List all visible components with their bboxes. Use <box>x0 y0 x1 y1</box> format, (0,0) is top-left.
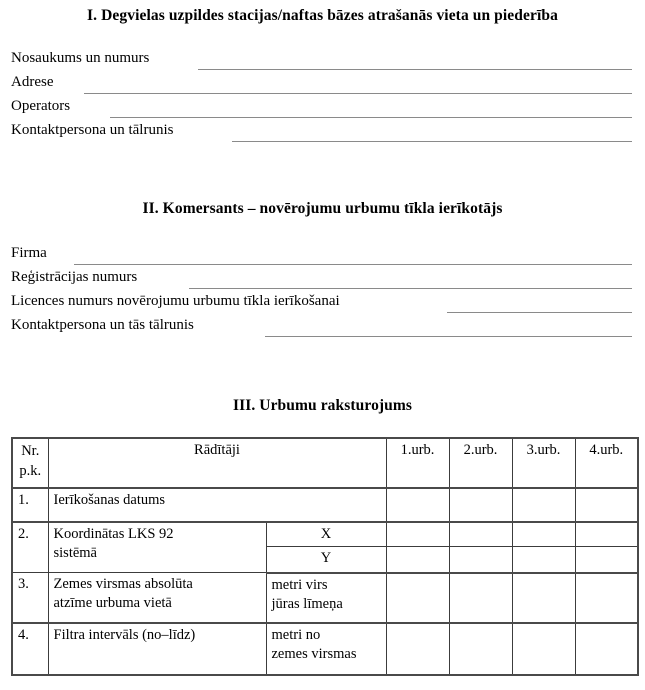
field-rule-licences-numurs[interactable] <box>447 312 632 313</box>
row-2-sub-2-well-3[interactable] <box>512 547 575 573</box>
row-4-well-3[interactable] <box>512 623 575 675</box>
form-row-adrese <box>0 72 645 96</box>
row-2-sub-1-unit: X <box>266 522 386 547</box>
field-rule-kontaktpersona-un-talrunis[interactable] <box>232 141 632 142</box>
header-cell-well-4: 4.urb. <box>575 438 638 488</box>
row-2-sub-2-unit: Y <box>266 547 386 573</box>
field-label-firma: Firma <box>11 245 47 261</box>
field-label-nosaukums-un-numurs: Nosaukums un numurs <box>11 50 150 66</box>
row-4-well-4[interactable] <box>575 623 638 675</box>
row-2-sub-2-well-4[interactable] <box>575 547 638 573</box>
field-label-registracijas-numurs: Reģistrācijas numurs <box>11 269 138 285</box>
form-row-nosaukums-un-numurs <box>0 48 645 72</box>
section-2-heading: II. Komersants – novērojumu urbumu tīkla ierīkotājs <box>142 200 503 217</box>
row-4-unit-line2: zemes virsmas <box>271 645 357 662</box>
field-rule-operators[interactable] <box>110 117 632 118</box>
row-3-unit <box>266 573 386 623</box>
header-cell-well-3: 3.urb. <box>512 438 575 488</box>
section-3-heading: III. Urbumu raksturojums <box>232 397 413 414</box>
row-4-well-1[interactable] <box>386 623 449 675</box>
form-row-licences-numurs <box>0 291 645 315</box>
row-4-indicator <box>48 623 266 675</box>
table-row <box>12 522 638 547</box>
row-3-unit-line2: jūras līmeņa <box>271 595 343 612</box>
field-label-kontaktpersona-un-talrunis: Kontaktpersona un tālrunis <box>11 122 174 138</box>
header-cell-well-1: 1.urb. <box>386 438 449 488</box>
row-3-indicator-line1: Zemes virsmas absolūta <box>53 576 193 592</box>
field-label-licences-numurs: Licences numurs novērojumu urbumu tīkla ierīkošanai <box>11 293 340 309</box>
section-1-fields <box>0 48 645 144</box>
field-rule-firma[interactable] <box>74 264 632 265</box>
row-2-indicator <box>48 522 266 573</box>
row-3-unit-line1: metri virs <box>271 576 328 593</box>
row-2-sub-2-well-2[interactable] <box>449 547 512 573</box>
row-1-well-2[interactable] <box>449 488 512 522</box>
table-row <box>12 488 638 522</box>
form-row-registracijas-numurs <box>0 267 645 291</box>
field-rule-adrese[interactable] <box>84 93 632 94</box>
row-3-nr: 3. <box>12 573 48 623</box>
table-row <box>12 623 638 675</box>
header-nr-line1: Nr. <box>21 443 40 459</box>
row-1-indicator: Ierīkošanas datums <box>48 488 386 522</box>
form-row-operators <box>0 96 645 120</box>
row-3-indicator <box>48 573 266 623</box>
row-2-sub-1-well-2[interactable] <box>449 522 512 547</box>
row-4-nr: 4. <box>12 623 48 675</box>
field-rule-nosaukums-un-numurs[interactable] <box>198 69 632 70</box>
form-row-kontaktpersona-un-tas-talrunis <box>0 315 645 339</box>
field-label-operators: Operators <box>11 98 71 114</box>
row-1-well-3[interactable] <box>512 488 575 522</box>
row-2-sub-1-well-1[interactable] <box>386 522 449 547</box>
field-rule-kontaktpersona-un-tas-talrunis[interactable] <box>265 336 632 337</box>
row-1-well-1[interactable] <box>386 488 449 522</box>
row-4-indicator-line1: Filtra intervāls (no–līdz) <box>53 626 196 643</box>
row-1-well-4[interactable] <box>575 488 638 522</box>
field-label-kontaktpersona-un-tas-talrunis: Kontaktpersona un tās tālrunis <box>11 317 194 333</box>
section-1-heading: I. Degvielas uzpildes stacijas/naftas bāzes atrašanās vieta un piederība <box>87 7 558 24</box>
row-2-indicator-line2: sistēmā <box>53 545 97 561</box>
form-row-firma <box>0 243 645 267</box>
header-nr-line2: p.k. <box>19 463 42 479</box>
row-3-indicator-line2: atzīme urbuma vietā <box>53 595 172 611</box>
row-4-well-2[interactable] <box>449 623 512 675</box>
row-2-sub-1-well-3[interactable] <box>512 522 575 547</box>
table-header-row <box>12 438 638 488</box>
row-2-nr: 2. <box>12 522 48 573</box>
field-label-adrese: Adrese <box>11 74 54 90</box>
row-1-nr: 1. <box>12 488 48 522</box>
table-row <box>12 573 638 623</box>
form-row-kontaktpersona-un-talrunis <box>0 120 645 144</box>
header-cell-indicator: Rādītāji <box>48 438 386 488</box>
header-cell-well-2: 2.urb. <box>449 438 512 488</box>
row-3-well-3[interactable] <box>512 573 575 623</box>
row-3-well-1[interactable] <box>386 573 449 623</box>
row-4-unit <box>266 623 386 675</box>
row-4-unit-line1: metri no <box>271 626 321 643</box>
row-2-sub-1-well-4[interactable] <box>575 522 638 547</box>
row-3-well-2[interactable] <box>449 573 512 623</box>
row-3-well-4[interactable] <box>575 573 638 623</box>
field-rule-registracijas-numurs[interactable] <box>189 288 632 289</box>
header-cell-nr <box>12 438 48 488</box>
row-2-indicator-line1: Koordinātas LKS 92 <box>53 526 174 542</box>
row-2-sub-2-well-1[interactable] <box>386 547 449 573</box>
wells-characteristics-table <box>11 437 639 676</box>
section-2-fields <box>0 243 645 339</box>
